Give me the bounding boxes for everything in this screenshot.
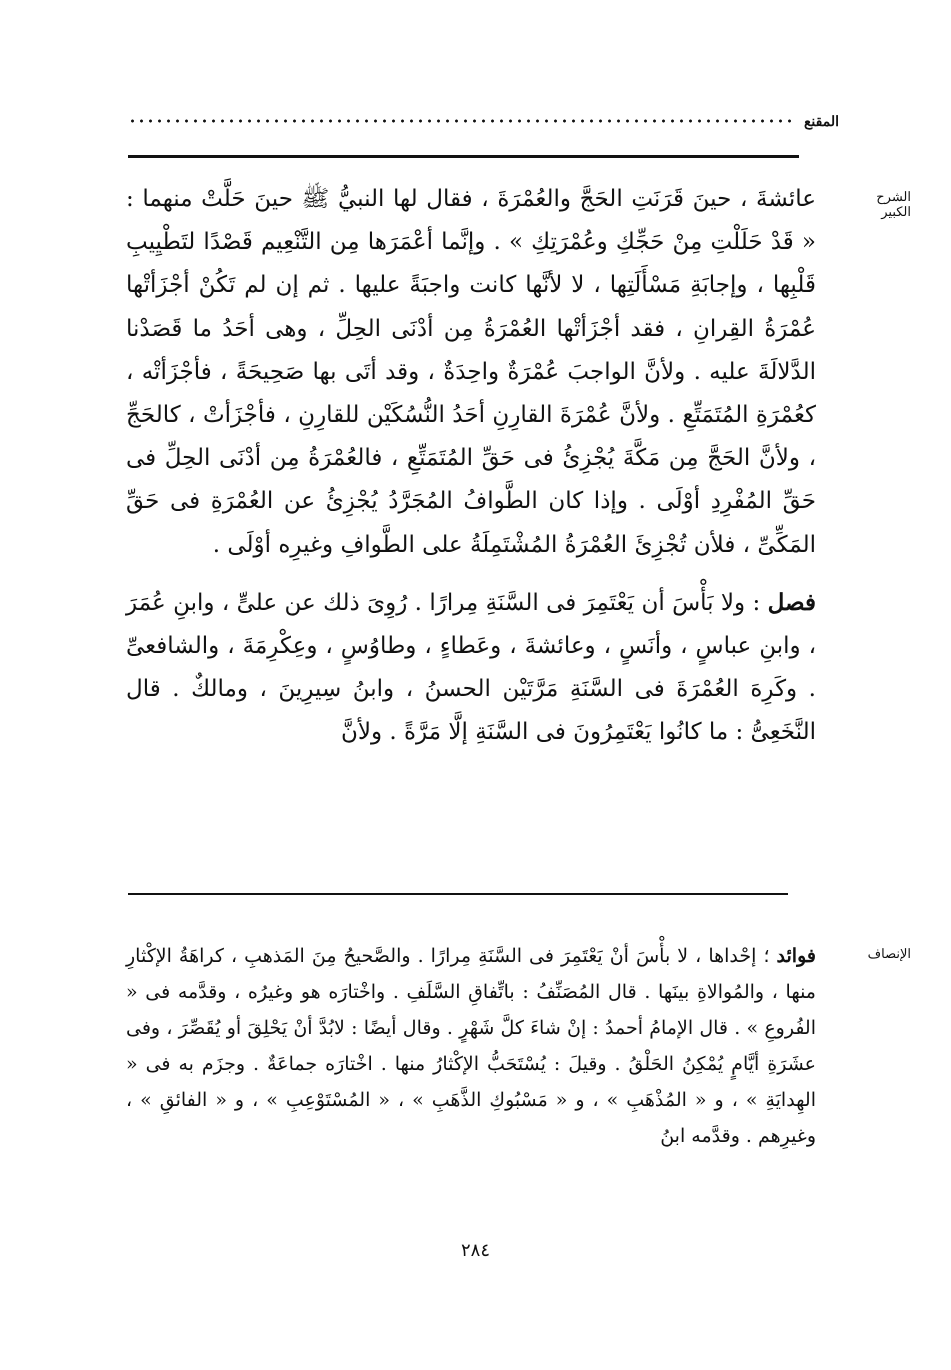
fasl-body: : ولا بَأْسَ أن يَعْتَمِرَ فى السَّنَةِ مِرارًا . رُوِىَ ذلك عن علىٍّ ، وابنِ عُمَرَ ، وابنِ عباسٍ ، وأنَسٍ ، وعائشةَ ، وعَطاءٍ ، وطاوُسٍ ، وعِكْرِمَةَ ، والشافعىِّ . وكَرِهَ العُمْرَةَ فى السَّنَةِ مَرَّتَيْن الحسنُ ، وابنُ سِيرِينَ ، ومالكٌ . قال النَّخَعِىُّ : ما كانُوا يَعْتَمِرُونَ فى السَّنَةِ إلَّا مَرَّةً . ولأنَّ (126, 589, 816, 746)
insaf-body: ؛ إحْداها ، لا بأْسَ أنْ يَعْتَمِرَ فى السَّنَةِ مِرارًا . والصَّحيحُ مِنَ المَذهبِ ، كراهَةُ الإكْثارِ منها ، والمُوالاةِ بينَها . قال المُصَنِّفُ : باتِّفاقِ السَّلَفِ . واخْتارَه هو وغيرُه ، وقدَّمه فى « الفُروعِ » . قال الإمامُ أحمدُ : إنْ شاءَ كلَّ شَهْرٍ . وقال أيضًا : لابُدَّ أنْ يَحْلِقَ أو يُقَصِّرَ ، وفى عشَرَةِ أيَّامٍ يُمْكِنُ الحَلْقُ . وقيلَ : يُسْتَحَبُّ الإكْثارُ منها . اخْتارَه جماعَةٌ . وجزَم به فى « الهِدايَةِ » ، و « المُذْهَبِ » ، و « مَسْبُوكِ الذَّهَبِ » ، « المُسْتَوْعِبِ » ، و « الفائقِ » ، وغيرِهم . وقدَّمه ابنُ (126, 945, 816, 1147)
header-rule (128, 155, 799, 158)
fawaid-heading: فوائد (776, 945, 816, 967)
sharh-paragraph-1: عائشةَ ، حينَ قَرَنَتِ الحَجَّ والعُمْرَةَ ، فقال لها النبيُّ ﷺ حينَ حَلَّتْ منهما : « قَدْ حَلَلْتِ مِنْ حَجِّكِ وعُمْرَتِكِ » . وإنَّما أعْمَرَها مِن التَّنْعِيم قَصْدًا لتَطْيِيبِ قَلْبِها ، وإجابَةِ مَسْأَلَتِها ، لا لأنَّها كانت واجبَةً عليها . ثم إن لم تَكُنْ أجْزَأتْها عُمْرَةُ القِرانِ ، فقد أجْزَأتْها العُمْرَةُ مِن أدْنَى الحِلِّ ، وهى أحَدُ ما قَصَدْنا الدَّلالَةَ عليه . ولأنَّ الواجبَ عُمْرَةٌ واحِدَةٌ ، وقد أتَى بها صَحِيحَةً ، فأجْزَأتْه ، كعُمْرَةِ المُتَمَتِّعِ . ولأنَّ عُمْرَةَ القارِنِ أحَدُ النُّسُكَيْن للقارِنِ ، فأجْزَأتْ ، كالحَجِّ ، ولأنَّ الحَجَّ مِن مَكَّةَ يُجْزِئُ فى حَقِّ المُتَمَتِّعِ ، فالعُمْرَةُ مِن أدْنَى الحِلِّ فى حَقِّ المُفْرِدِ أوْلَى . وإذا كان الطَّوافُ المُجَرَّدُ يُجْزِئُ عن العُمْرَةِ فى حَقِّ المَكِّىِّ ، فلأن تُجْزِئَ العُمْرَةُ المُشْتَمِلَةُ على الطَّوافِ وغيرِه أوْلَى . (126, 186, 816, 558)
header-dotted-leader (128, 118, 795, 124)
side-label-sharh: الشرح الكبير (876, 190, 911, 220)
sharh-paragraph-2 (126, 581, 816, 755)
sharh-text-block (126, 178, 816, 755)
fasl-heading: فصل (767, 588, 816, 616)
section-divider (128, 893, 788, 895)
page-number: ٢٨٤ (460, 1240, 490, 1261)
insaf-paragraph (126, 938, 816, 1154)
side-label-insaf: الإنصاف (867, 947, 911, 962)
running-header-title: المقنع (803, 114, 839, 130)
insaf-text-block (126, 938, 816, 1154)
